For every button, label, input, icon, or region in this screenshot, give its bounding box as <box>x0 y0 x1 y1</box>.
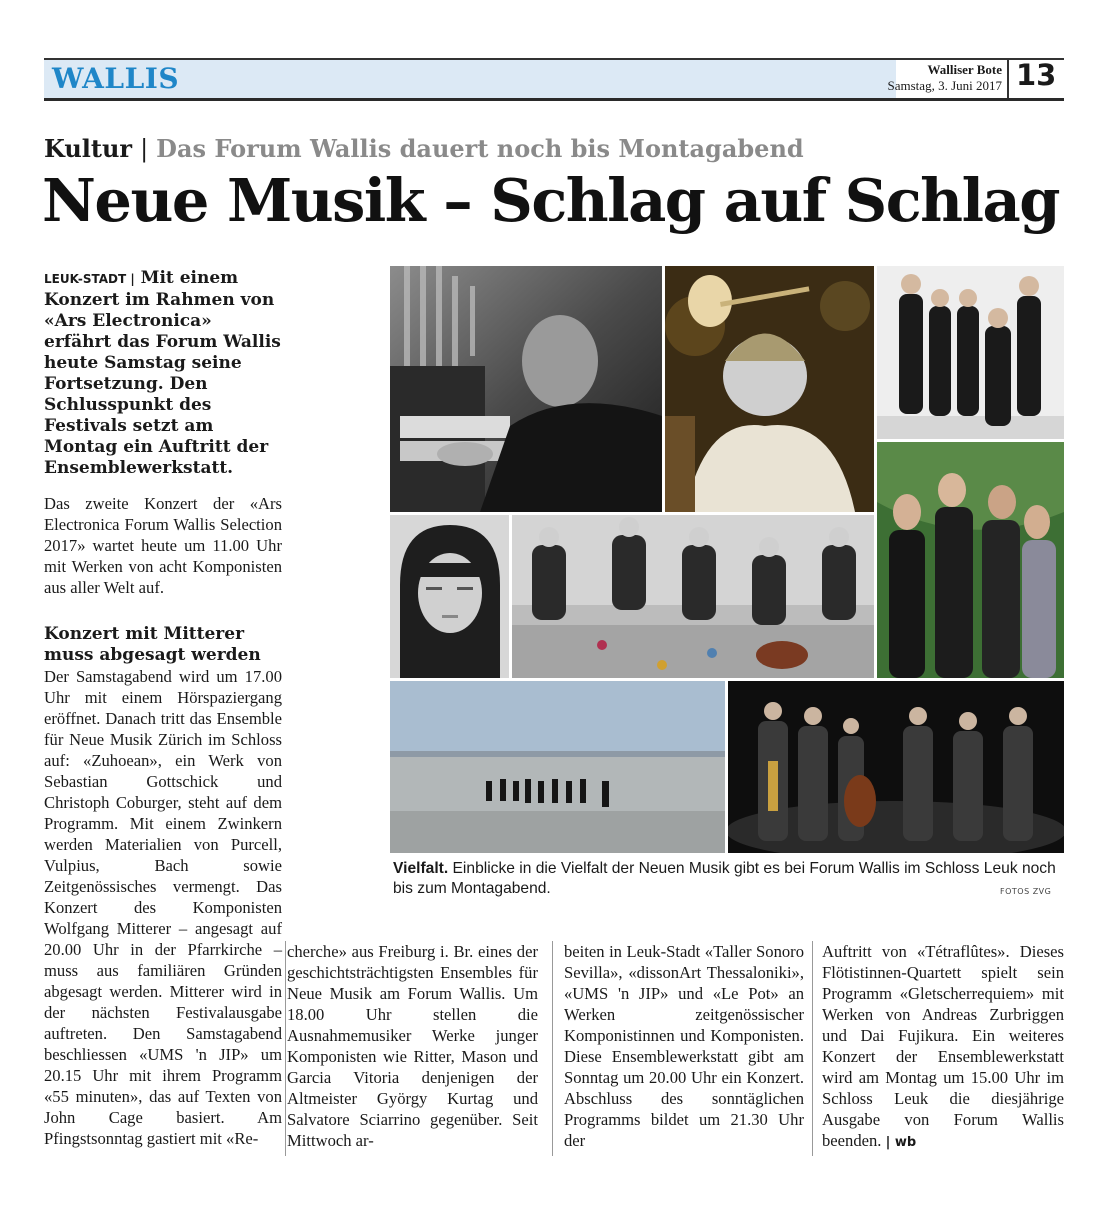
photo-flute-quartet <box>877 442 1064 678</box>
column-rule <box>552 941 553 1156</box>
photo-costumed-performers <box>665 266 874 512</box>
issue-date: Samstag, 3. Juni 2017 <box>887 78 1002 93</box>
column-rule <box>812 941 813 1156</box>
subheading: Konzert mit Mitterer muss abgesagt werden <box>44 624 261 665</box>
photo-instrumentalists-on-stage <box>728 681 1064 853</box>
kicker-subtitle: Das Forum Wallis dauert noch bis Montagabend <box>156 134 804 163</box>
photo-beach-ensemble <box>390 681 725 853</box>
photo-caption <box>393 859 1061 899</box>
newspaper-name: Walliser Bote <box>927 62 1002 77</box>
caption-text: Einblicke in die Vielfalt der Neuen Musik gibt es bei Forum Wallis im Schloss Leuk noch bis zum Montagabend. <box>393 860 1056 897</box>
kicker-line <box>44 134 804 163</box>
photo-ensemble-rehearsal <box>512 515 874 678</box>
lead-text: Mit einem Konzert im Rahmen von «Ars Electronica» erfährt das Forum Wallis heute Samstag seine Fortsetzung. Den Schlusspunkt des Festivals setzt am Montag ein Auftritt der Ensemblewerkstatt. <box>44 268 281 478</box>
header-bottom-rule <box>44 98 1064 101</box>
column-4-text: Auftritt von «Tétraflûtes». Dieses Flötistinnen-Quartett spielt sein Programm «Gletscherrequiem» mit Werken von Andreas Zurbriggen und Dai Fujikura. Ein weiteres Konzert der Ensemblewerkstatt wird am Montag um 15.00 Uhr im Schloss Leuk die diesjährige Ausgabe von Forum Wallis beenden. <box>822 942 1064 1150</box>
caption-lead: Vielfalt. <box>393 860 449 877</box>
column-rule <box>285 941 286 1156</box>
paragraph: Das zweite Konzert der «Ars Electronica Forum Wallis Selection 2017» wartet heute um 11.00 Uhr mit Werken von acht Komponisten aus aller Welt auf. <box>44 494 282 597</box>
photo-organist <box>390 266 662 512</box>
dateline: LEUK-STADT | <box>44 272 135 286</box>
paragraph: Der Samstagabend wird um 17.00 Uhr mit einem Hörspaziergang eröffnet. Danach tritt das Ensemble für Neue Musik Zürich im Schloss auf: «Zuhoean», ein Werk von Sebastian Gottschick und Christoph Coburger, steht auf dem Programm. Mit einem Zwinkern werden Materialien von Purcell, Vulpius, Bach sowie Zeitgenössisches vermengt. Das Konzert des Komponisten Wolfgang Mitterer – angesagt auf 20.00 Uhr in der Pfarrkirche – muss aus familiären Gründen abgesagt werden. Mitterer wird in der nächsten Festivalausgabe auftreten. Den Samstagabend beschliessen «UMS 'n JIP» um 20.15 Uhr mit ihrem Programm «55 minuten», das auf Texten von John Cage basiert. Am Pfingstsonntag gastiert mit «Re- <box>44 667 282 1148</box>
photo-composer-portrait <box>390 515 509 678</box>
article-column-4 <box>822 941 1064 1153</box>
article-column-3: beiten in Leuk-Stadt «Taller Sonoro Sevilla», «dissonArt Thessaloniki», «UMS 'n JIP» und «Le Pot» an Werken zeitgenössischer Komponistinnen und Komponisten. Diese Ensemblewerkstatt gibt am Sonntag um 20.00 Uhr ein Konzert. Abschluss des sonntäglichen Programms bildet um 21.30 Uhr der <box>564 942 804 1150</box>
section-header <box>44 58 1064 102</box>
article-column-2: cherche» aus Freiburg i. Br. eines der geschichtsträchtigsten Ensembles für Neue Musik am Forum Wallis. Um 18.00 Uhr stellen die Ausnahmemusiker Werke junger Komponisten wie Ritter, Mason und Garcia Vitoria denjenigen der Altmeister György Kurtag und Salvatore Sciarrino gegenüber. Seit Mittwoch ar- <box>287 942 538 1150</box>
kicker-separator: | <box>140 135 149 163</box>
photo-ensemble-group <box>877 266 1064 439</box>
headline: Neue Musik – Schlag auf Schlag <box>42 166 1059 235</box>
article-column-1 <box>44 268 282 1149</box>
kicker-rubric: Kultur <box>44 134 133 163</box>
section-title: WALLIS <box>52 62 180 95</box>
article-lead <box>44 268 282 479</box>
photo-credit: FOTOS ZVG <box>1000 887 1052 896</box>
author-signature: | wb <box>885 1135 917 1150</box>
page-number-divider <box>1007 60 1009 98</box>
page-number: 13 <box>1016 58 1057 92</box>
